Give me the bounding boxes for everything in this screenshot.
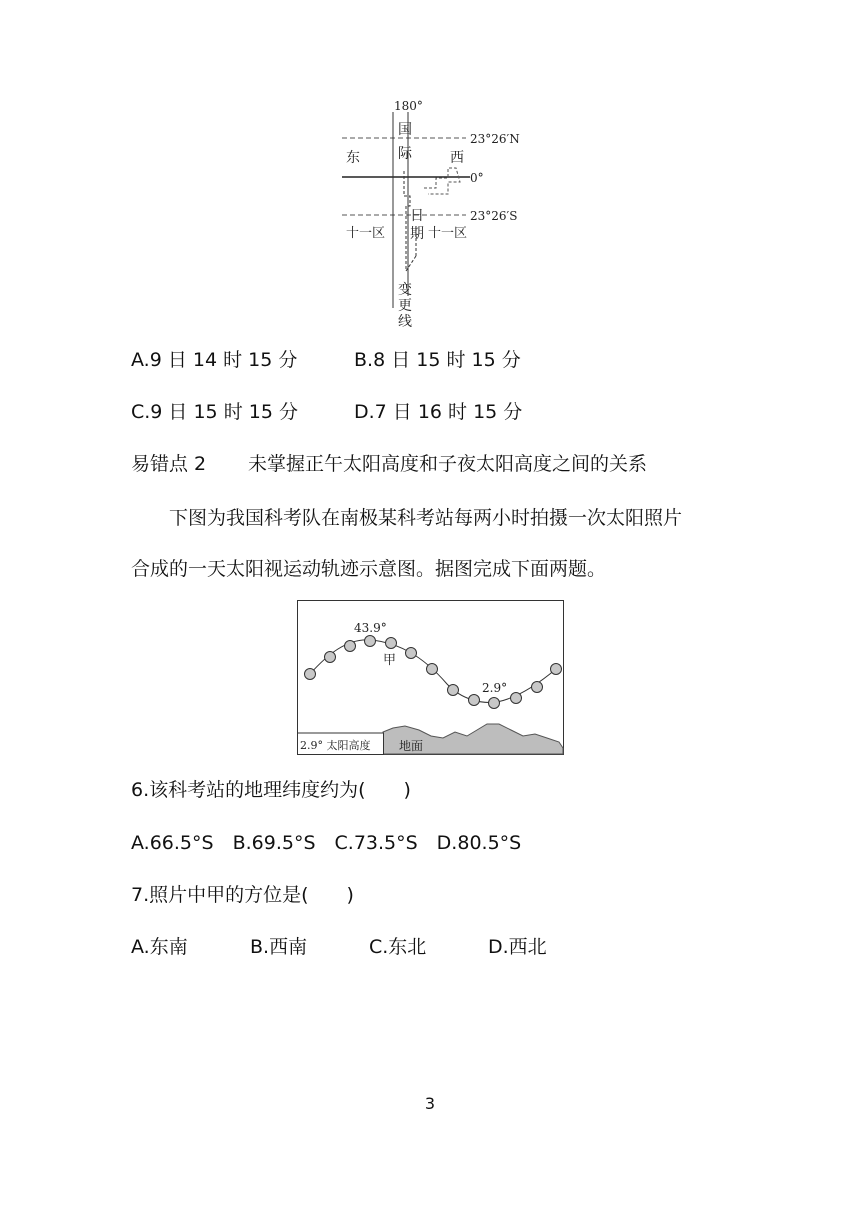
- label-180: 180°: [394, 99, 423, 113]
- sun-point: [325, 652, 336, 663]
- sun-point: [551, 664, 562, 675]
- label-east: 东: [346, 150, 360, 166]
- sun-point: [305, 669, 316, 680]
- sun-point: [345, 641, 356, 652]
- page-number: 3: [424, 1094, 436, 1113]
- jia-label: 甲: [383, 653, 397, 668]
- label-zone-right: 十一区: [428, 226, 468, 241]
- q7-stem: 7.照片中甲的方位是( ): [131, 884, 354, 906]
- label-zone-left: 十一区: [346, 226, 386, 241]
- label-lat-n: 23°26′N: [470, 132, 520, 146]
- intro-line-2: 合成的一天太阳视运动轨迹示意图。据图完成下面两题。: [131, 558, 607, 580]
- idl-char-4: 期: [410, 226, 424, 242]
- error-point-heading: [131, 452, 648, 476]
- sun-point: [406, 648, 417, 659]
- ground-label: 地面: [399, 739, 424, 753]
- date-line-east-bend: [424, 168, 460, 194]
- label-west: 西: [450, 150, 464, 166]
- legend-text: 2.9° 太阳高度: [300, 739, 371, 752]
- q6-options[interactable]: A.66.5°S B.69.5°S C.73.5°S D.80.5°S: [131, 832, 522, 854]
- idl-char-6: 更: [398, 298, 412, 314]
- figure-frame: [298, 601, 564, 755]
- q5-option-c[interactable]: C.9 日 15 时 15 分: [131, 401, 298, 423]
- q7-option-d[interactable]: D.西北: [488, 936, 547, 958]
- date-line-diagram: [336, 96, 536, 332]
- idl-char-7: 线: [398, 314, 412, 330]
- q5-option-b[interactable]: B.8 日 15 时 15 分: [354, 349, 521, 371]
- sun-trajectory-figure: [297, 600, 565, 756]
- label-lat-0: 0°: [470, 171, 484, 185]
- sun-point: [511, 693, 522, 704]
- sun-point: [469, 695, 480, 706]
- idl-char-1: 国: [398, 122, 412, 138]
- error-point-title: 未掌握正午太阳高度和子夜太阳高度之间的关系: [248, 453, 648, 475]
- label-lat-s: 23°26′S: [470, 209, 518, 223]
- idl-char-3: 日: [410, 208, 424, 224]
- q5-option-a[interactable]: A.9 日 14 时 15 分: [131, 349, 298, 371]
- max-angle-label: 43.9°: [354, 621, 387, 635]
- sun-point: [489, 698, 500, 709]
- sun-point: [532, 682, 543, 693]
- q7-option-b[interactable]: B.西南: [250, 936, 308, 958]
- error-point-label: 易错点 2: [131, 453, 207, 475]
- sun-point: [448, 685, 459, 696]
- idl-char-2: 际: [398, 146, 412, 162]
- idl-char-5: 变: [398, 282, 412, 298]
- q6-stem: 6.该科考站的地理纬度约为( ): [131, 779, 411, 801]
- q7-option-c[interactable]: C.东北: [369, 936, 427, 958]
- sun-point: [386, 638, 397, 649]
- intro-line-1: 下图为我国科考队在南极某科考站每两小时拍摄一次太阳照片: [169, 507, 683, 529]
- min-angle-label: 2.9°: [482, 681, 508, 695]
- sun-point: [427, 664, 438, 675]
- q7-option-a[interactable]: A.东南: [131, 936, 188, 958]
- sun-point: [365, 636, 376, 647]
- q5-option-d[interactable]: D.7 日 16 时 15 分: [354, 401, 523, 423]
